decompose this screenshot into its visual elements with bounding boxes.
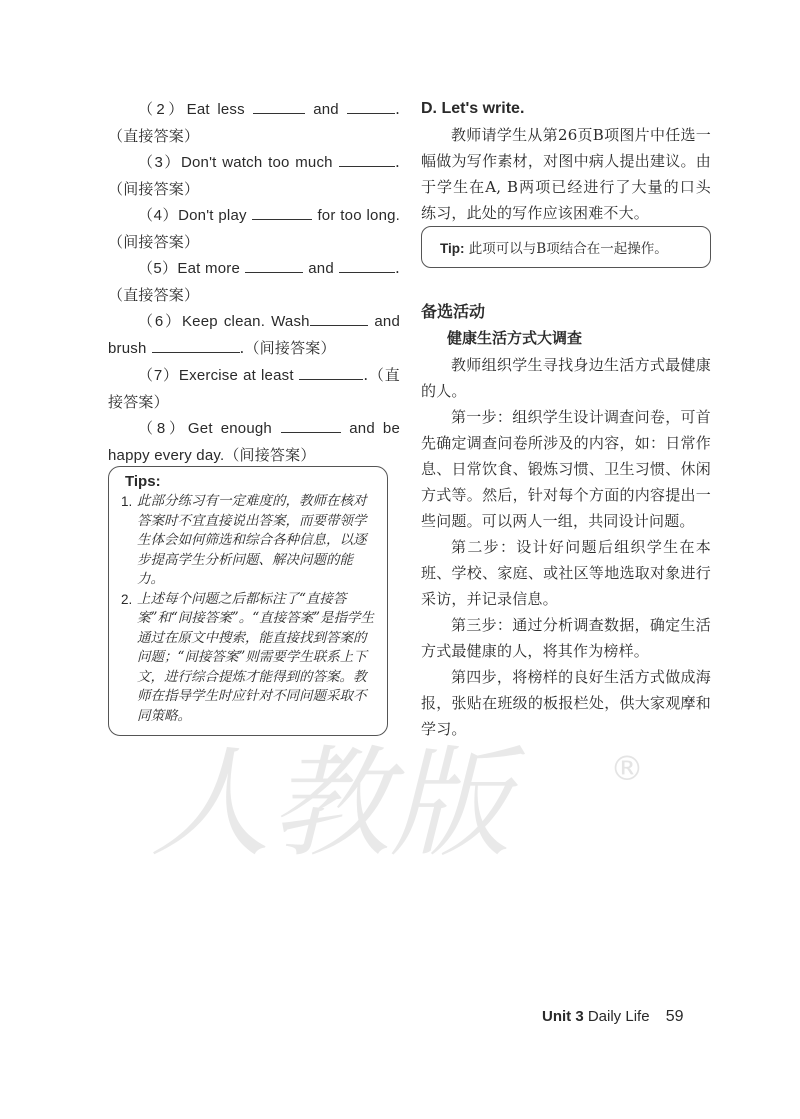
tips-title: Tips: <box>125 473 161 490</box>
paragraph-1: 教师组织学生寻找身边生活方式最健康的人。 <box>421 356 711 400</box>
section-title: 备选活动 <box>421 304 486 321</box>
unit-title: Daily Life <box>587 1008 650 1025</box>
tip-box <box>421 226 711 268</box>
answer-blank <box>245 258 303 273</box>
unit-label: Unit 3 <box>542 1008 584 1025</box>
right-column <box>421 96 711 226</box>
tips-list <box>121 492 379 726</box>
question-3: （3）Don't watch too much .（间接答案） <box>108 153 400 198</box>
question-4: （4）Don't play for too long.（间接答案） <box>108 207 401 251</box>
section-d-heading: D. Let's write. <box>421 100 525 117</box>
watermark-text: 人教版 <box>150 735 510 870</box>
question-7: （7）Exercise at least .（直接答案） <box>108 366 400 411</box>
tip-text: 此项可以与B项结合在一起操作。 <box>468 241 668 257</box>
page-number: 59 <box>665 1008 684 1025</box>
question-6: （6）Keep clean. Wash and brush .（间接答案） <box>108 313 400 357</box>
publisher-watermark <box>140 720 660 870</box>
answer-blank <box>310 311 368 326</box>
answer-blank <box>152 338 240 353</box>
question-5: （5）Eat more and .（直接答案） <box>108 259 400 304</box>
tip-label: Tip: <box>440 241 465 256</box>
step-2: 第二步：设计好问题后组织学生在本班、学校、家庭、或社区等地选取对象进行采访，并记录信息。 <box>421 538 711 608</box>
answer-blank <box>339 152 395 167</box>
answer-blank <box>347 99 395 114</box>
answer-blank <box>253 99 305 114</box>
sub-title: 健康生活方式大调查 <box>447 330 583 347</box>
tips-box <box>108 466 388 736</box>
step-1: 第一步：组织学生设计调查问卷，可首先确定调查问卷所涉及的内容，如：日常作息、日常饮食、锻炼习惯、卫生习惯、休闲方式等。然后，针对每个方面的内容提出一些问题。可以两人一组，共同设计问题。 <box>421 408 711 530</box>
step-4: 第四步，将榜样的良好生活方式做成海报，张贴在班级的板报栏处，供大家观摩和学习。 <box>421 668 711 738</box>
question-2: （2）Eat less and .（直接答案） <box>108 100 401 145</box>
tips-item-2: 2. 上述每个问题之后都标注了“直接答案”和“间接答案”。“直接答案”是指学生通过在原文中搜索，能直接找到答案的问题；“间接答案”则需要学生联系上下文，进行综合提炼才能得到的答案。教师在指导学生时应针对不同问题采取不同策略。 <box>121 590 375 724</box>
left-column <box>108 96 400 469</box>
registered-mark: ® <box>610 749 644 789</box>
question-8: （8）Get enough and be happy every day.（间接答案） <box>108 420 401 464</box>
page-footer <box>542 1008 684 1026</box>
answer-blank <box>252 205 312 220</box>
tips-item-1: 1. 此部分练习有一定难度的，教师在核对答案时不宜直接说出答案，而要带领学生体会如何筛选和综合各种信息，以逐步提高学生分析问题、解决问题的能力。 <box>121 493 367 587</box>
step-3: 第三步：通过分析调查数据，确定生活方式最健康的人，将其作为榜样。 <box>421 616 711 660</box>
answer-blank <box>281 418 341 433</box>
answer-blank <box>339 258 395 273</box>
answer-blank <box>299 365 363 380</box>
optional-activity <box>421 300 711 742</box>
section-d-text: 教师请学生从第26页B项图片中任选一幅做为写作素材，对图中病人提出建议。由于学生在A, B两项已经进行了大量的口头练习，此处的写作应该困难不大。 <box>421 126 711 222</box>
